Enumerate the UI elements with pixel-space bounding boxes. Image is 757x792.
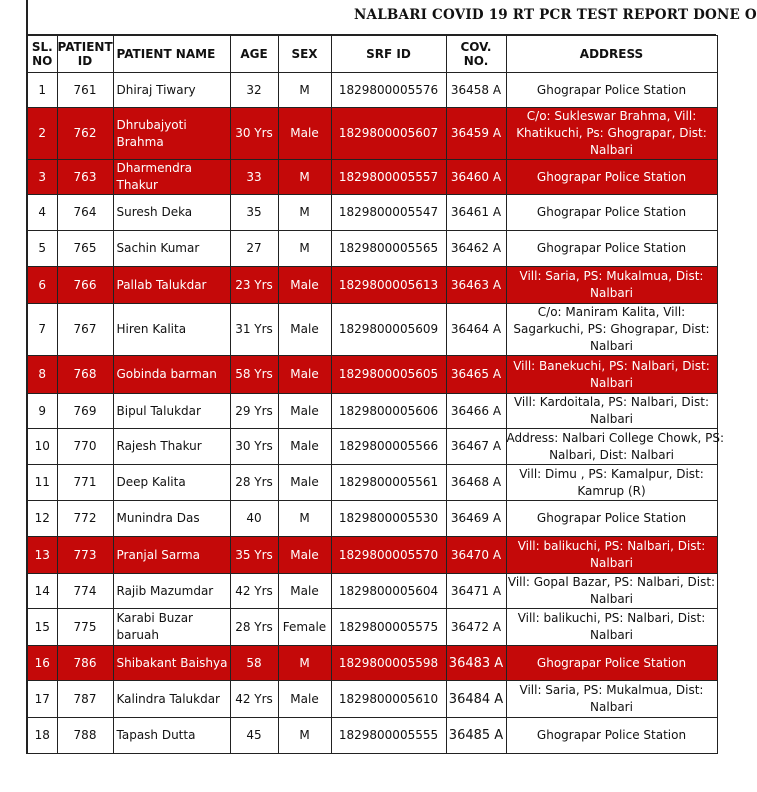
cell-cov-no: 36466 A bbox=[446, 394, 506, 429]
cell-cov-no: 36468 A bbox=[446, 465, 506, 501]
table-row bbox=[27, 646, 717, 681]
cell-patient-id: 787 bbox=[57, 681, 113, 718]
table-row bbox=[27, 681, 717, 718]
cell-sl-no: 8 bbox=[27, 356, 57, 394]
cell-address-line: Nalbari bbox=[590, 339, 633, 353]
cell-age: 35 bbox=[230, 195, 278, 231]
cell-cov-no: 36472 A bbox=[446, 609, 506, 646]
cell-address bbox=[506, 501, 717, 537]
cell-patient-name-line: Rajesh Thakur bbox=[116, 439, 202, 453]
table-row bbox=[27, 304, 717, 356]
cell-srf-id: 1829800005570 bbox=[331, 537, 446, 574]
cell-sex: Male bbox=[278, 356, 331, 394]
cell-patient-name-line: Deep Kalita bbox=[116, 475, 186, 489]
cell-address-line: C/o: Maniram Kalita, Vill: bbox=[537, 305, 686, 319]
cell-sex: M bbox=[278, 195, 331, 231]
cell-patient-name-line: Munindra Das bbox=[116, 511, 200, 525]
cell-patient-name bbox=[113, 501, 230, 537]
cell-cov-no: 36463 A bbox=[446, 267, 506, 304]
cell-patient-name-line: Kalindra Talukdar bbox=[116, 691, 220, 706]
cell-srf-id: 1829800005575 bbox=[331, 609, 446, 646]
cell-patient-id: 767 bbox=[57, 304, 113, 356]
table-row bbox=[27, 718, 717, 754]
cell-sex: Male bbox=[278, 267, 331, 304]
cell-address-line: Vill: balikuchi, PS: Nalbari, Dist: bbox=[517, 611, 706, 625]
cell-address-line: Nalbari bbox=[590, 700, 633, 714]
cell-patient-id: 769 bbox=[57, 394, 113, 429]
cell-address-line: Ghograpar Police Station bbox=[536, 241, 687, 255]
cell-patient-name bbox=[113, 267, 230, 304]
cell-age: 42 Yrs bbox=[230, 574, 278, 609]
table-row bbox=[27, 501, 717, 537]
cell-patient-name bbox=[113, 231, 230, 267]
cell-address-line: Ghograpar Police Station bbox=[536, 205, 687, 219]
cell-address-line: Sagarkuchi, PS: Ghograpar, Dist: bbox=[513, 322, 710, 336]
cell-sl-no: 14 bbox=[27, 574, 57, 609]
cell-age: 32 bbox=[230, 73, 278, 108]
cell-sex: Male bbox=[278, 681, 331, 718]
cell-srf-id: 1829800005598 bbox=[331, 646, 446, 681]
cell-patient-name-line: Dhiraj Tiwary bbox=[116, 82, 196, 97]
cell-sex: Female bbox=[278, 609, 331, 646]
cell-address bbox=[506, 304, 717, 356]
cell-srf-id: 1829800005604 bbox=[331, 574, 446, 609]
cell-address-line: Vill: Banekuchi, PS: Nalbari, Dist: bbox=[513, 358, 710, 373]
cell-srf-id: 1829800005576 bbox=[331, 73, 446, 108]
cell-patient-name-line: Rajib Mazumdar bbox=[116, 583, 214, 598]
column-header-srf-id: SRF ID bbox=[331, 36, 446, 73]
cell-srf-id: 1829800005610 bbox=[331, 681, 446, 718]
cell-patient-name-line: Karabi Buzar bbox=[116, 611, 193, 625]
cell-patient-id: 768 bbox=[57, 356, 113, 394]
cell-address-line: Vill: Saria, PS: Mukalmua, Dist: bbox=[519, 683, 704, 697]
table-row bbox=[27, 465, 717, 501]
cell-sex: M bbox=[278, 646, 331, 681]
table-row bbox=[27, 73, 717, 108]
table-row bbox=[27, 231, 717, 267]
cell-cov-no: 36465 A bbox=[446, 356, 506, 394]
cell-patient-id: 774 bbox=[57, 574, 113, 609]
cell-patient-id: 762 bbox=[57, 108, 113, 160]
cell-cov-no: 36458 A bbox=[446, 73, 506, 108]
column-header-sex: SEX bbox=[278, 36, 331, 73]
cell-address bbox=[506, 356, 717, 394]
cell-sl-no: 7 bbox=[27, 304, 57, 356]
cell-age: 30 Yrs bbox=[230, 108, 278, 160]
cell-patient-id: 765 bbox=[57, 231, 113, 267]
cell-patient-id: 766 bbox=[57, 267, 113, 304]
column-header-patient-id: PATIENT ID bbox=[57, 36, 113, 73]
cell-age: 45 bbox=[230, 718, 278, 754]
table-row bbox=[27, 356, 717, 394]
cell-patient-name-line: Dhrubajyoti bbox=[116, 117, 187, 132]
cell-address bbox=[506, 574, 717, 609]
cell-patient-id: 761 bbox=[57, 73, 113, 108]
cell-address-line: Kamrup (R) bbox=[577, 483, 646, 498]
cell-patient-id: 771 bbox=[57, 465, 113, 501]
cell-sl-no: 1 bbox=[27, 73, 57, 108]
cell-sex: Male bbox=[278, 394, 331, 429]
cell-patient-id: 763 bbox=[57, 160, 113, 195]
cell-cov-no: 36462 A bbox=[446, 231, 506, 267]
cell-srf-id: 1829800005530 bbox=[331, 501, 446, 537]
cell-patient-name-line: Hiren Kalita bbox=[116, 322, 187, 336]
cell-cov-no: 36460 A bbox=[446, 160, 506, 195]
cell-address-line: Vill: balikuchi, PS: Nalbari, Dist: bbox=[517, 539, 706, 553]
cell-patient-id: 772 bbox=[57, 501, 113, 537]
cell-patient-id: 788 bbox=[57, 718, 113, 754]
cell-age: 58 bbox=[230, 646, 278, 681]
cell-sex: M bbox=[278, 231, 331, 267]
column-header-cov-no: COV. NO. bbox=[446, 36, 506, 73]
cell-srf-id: 1829800005566 bbox=[331, 429, 446, 465]
cell-patient-name bbox=[113, 718, 230, 754]
cell-age: 28 Yrs bbox=[230, 465, 278, 501]
cell-address-line: Ghograpar Police Station bbox=[536, 169, 687, 184]
cell-cov-no: 36469 A bbox=[446, 501, 506, 537]
cell-address-line: Nalbari bbox=[590, 412, 633, 426]
cell-srf-id: 1829800005555 bbox=[331, 718, 446, 754]
table-row bbox=[27, 609, 717, 646]
cell-patient-name bbox=[113, 537, 230, 574]
cell-patient-name bbox=[113, 574, 230, 609]
cell-sl-no: 13 bbox=[27, 537, 57, 574]
column-header-age: AGE bbox=[230, 36, 278, 73]
cell-patient-name-line: Shibakant Baishya bbox=[116, 655, 228, 670]
cell-patient-name bbox=[113, 73, 230, 108]
cell-sex: M bbox=[278, 160, 331, 195]
column-header-sl: SL. NO bbox=[27, 36, 57, 73]
cell-address bbox=[506, 465, 717, 501]
cell-sl-no: 2 bbox=[27, 108, 57, 160]
cell-patient-name-line: Pallab Talukdar bbox=[116, 277, 207, 292]
table-row bbox=[27, 574, 717, 609]
cell-srf-id: 1829800005607 bbox=[331, 108, 446, 160]
cell-sl-no: 16 bbox=[27, 646, 57, 681]
cell-address-line: Nalbari bbox=[590, 628, 633, 642]
cell-age: 33 bbox=[230, 160, 278, 195]
table-row bbox=[27, 267, 717, 304]
cell-address bbox=[506, 195, 717, 231]
cell-patient-name bbox=[113, 304, 230, 356]
table-row bbox=[27, 108, 717, 160]
table-header-row bbox=[27, 36, 717, 73]
cell-sex: M bbox=[278, 718, 331, 754]
column-header-patient-name: PATIENT NAME bbox=[113, 36, 230, 73]
cell-cov-no: 36461 A bbox=[446, 195, 506, 231]
cell-patient-name bbox=[113, 108, 230, 160]
table-row bbox=[27, 537, 717, 574]
cell-patient-name-line: Sachin Kumar bbox=[116, 241, 200, 255]
cell-sex: Male bbox=[278, 304, 331, 356]
cell-sex: Male bbox=[278, 574, 331, 609]
cell-patient-name-line: Tapash Dutta bbox=[116, 728, 196, 742]
cell-patient-name bbox=[113, 465, 230, 501]
cell-srf-id: 1829800005557 bbox=[331, 160, 446, 195]
cell-address-line: Nalbari, Dist: Nalbari bbox=[549, 447, 674, 462]
cell-cov-no: 36484 A bbox=[446, 681, 506, 718]
cell-sl-no: 6 bbox=[27, 267, 57, 304]
table-row bbox=[27, 429, 717, 465]
cell-address-line: Vill: Dimu , PS: Kamalpur, Dist: bbox=[519, 466, 704, 481]
cell-cov-no: 36467 A bbox=[446, 429, 506, 465]
cell-sl-no: 11 bbox=[27, 465, 57, 501]
cell-address-line: Khatikuchi, Ps: Ghograpar, Dist: bbox=[516, 126, 707, 140]
cell-srf-id: 1829800005565 bbox=[331, 231, 446, 267]
cell-patient-name bbox=[113, 646, 230, 681]
cell-age: 42 Yrs bbox=[230, 681, 278, 718]
cell-address-line: Nalbari bbox=[590, 592, 633, 606]
cell-address bbox=[506, 646, 717, 681]
cell-address-line: Nalbari bbox=[590, 286, 633, 300]
column-header-address: ADDRESS bbox=[506, 36, 717, 73]
report-title: NALBARI COVID 19 RT PCR TEST REPORT DONE O bbox=[354, 7, 757, 23]
cell-cov-no: 36485 A bbox=[446, 718, 506, 754]
table-row bbox=[27, 195, 717, 231]
cell-cov-no: 36464 A bbox=[446, 304, 506, 356]
cell-patient-id: 786 bbox=[57, 646, 113, 681]
cell-age: 28 Yrs bbox=[230, 609, 278, 646]
cell-address-line: Vill: Gopal Bazar, PS: Nalbari, Dist: bbox=[507, 575, 716, 589]
cell-patient-name-line: baruah bbox=[116, 628, 159, 642]
cell-age: 27 bbox=[230, 231, 278, 267]
report-sheet bbox=[26, 0, 757, 754]
cell-address-line: Vill: Saria, PS: Mukalmua, Dist: bbox=[519, 269, 704, 283]
cell-address-line: Ghograpar Police Station bbox=[536, 728, 687, 742]
cell-age: 31 Yrs bbox=[230, 304, 278, 356]
cell-age: 35 Yrs bbox=[230, 537, 278, 574]
cell-srf-id: 1829800005605 bbox=[331, 356, 446, 394]
cell-patient-name-line: Thakur bbox=[116, 178, 158, 192]
cell-age: 30 Yrs bbox=[230, 429, 278, 465]
cell-patient-name bbox=[113, 394, 230, 429]
cell-age: 29 Yrs bbox=[230, 394, 278, 429]
cell-sex: Male bbox=[278, 537, 331, 574]
cell-address-line: Vill: Kardoitala, PS: Nalbari, Dist: bbox=[513, 395, 710, 409]
cell-age: 23 Yrs bbox=[230, 267, 278, 304]
cell-patient-name-line: Brahma bbox=[116, 134, 164, 149]
cell-sex: Male bbox=[278, 429, 331, 465]
cell-patient-name bbox=[113, 195, 230, 231]
cell-sex: M bbox=[278, 501, 331, 537]
cell-patient-id: 770 bbox=[57, 429, 113, 465]
cell-cov-no: 36470 A bbox=[446, 537, 506, 574]
cell-patient-id: 764 bbox=[57, 195, 113, 231]
cell-address bbox=[506, 394, 717, 429]
cell-patient-id: 775 bbox=[57, 609, 113, 646]
cell-patient-name bbox=[113, 609, 230, 646]
cell-address bbox=[506, 429, 725, 465]
table-row bbox=[27, 160, 717, 195]
cell-patient-name-line: Bipul Talukdar bbox=[116, 403, 201, 418]
cell-sex: Male bbox=[278, 465, 331, 501]
cell-cov-no: 36471 A bbox=[446, 574, 506, 609]
cell-sex: Male bbox=[278, 108, 331, 160]
cell-patient-name-line: Pranjal Sarma bbox=[116, 547, 200, 562]
cell-patient-name bbox=[113, 160, 230, 195]
cell-srf-id: 1829800005613 bbox=[331, 267, 446, 304]
cell-address bbox=[506, 160, 717, 195]
cell-address-line: Ghograpar Police Station bbox=[536, 655, 687, 670]
cell-sl-no: 4 bbox=[27, 195, 57, 231]
cell-address bbox=[506, 108, 717, 160]
cell-sl-no: 5 bbox=[27, 231, 57, 267]
cell-address-line: Ghograpar Police Station bbox=[536, 511, 687, 525]
cell-sex: M bbox=[278, 73, 331, 108]
cell-address-line: Nalbari bbox=[590, 556, 633, 570]
cell-address-line: Nalbari bbox=[590, 375, 633, 390]
cell-srf-id: 1829800005609 bbox=[331, 304, 446, 356]
cell-address bbox=[506, 718, 717, 754]
cell-patient-id: 773 bbox=[57, 537, 113, 574]
cell-sl-no: 15 bbox=[27, 609, 57, 646]
table-row bbox=[27, 394, 717, 429]
cell-sl-no: 3 bbox=[27, 160, 57, 195]
cell-age: 58 Yrs bbox=[230, 356, 278, 394]
cell-srf-id: 1829800005606 bbox=[331, 394, 446, 429]
cell-address-line: Nalbari bbox=[590, 143, 633, 157]
cell-address-line: Ghograpar Police Station bbox=[536, 82, 687, 97]
cell-sl-no: 9 bbox=[27, 394, 57, 429]
patient-table bbox=[26, 35, 725, 754]
cell-srf-id: 1829800005561 bbox=[331, 465, 446, 501]
cell-patient-name bbox=[113, 429, 230, 465]
cell-sl-no: 10 bbox=[27, 429, 57, 465]
cell-patient-name bbox=[113, 356, 230, 394]
cell-age: 40 bbox=[230, 501, 278, 537]
cell-address-line: C/o: Sukleswar Brahma, Vill: bbox=[526, 109, 697, 123]
cell-address bbox=[506, 231, 717, 267]
cell-cov-no: 36459 A bbox=[446, 108, 506, 160]
cell-patient-name-line: Gobinda barman bbox=[116, 367, 217, 381]
cell-patient-name-line: Dharmendra bbox=[116, 161, 193, 175]
cell-sl-no: 18 bbox=[27, 718, 57, 754]
cell-patient-name bbox=[113, 681, 230, 718]
cell-srf-id: 1829800005547 bbox=[331, 195, 446, 231]
title-bar bbox=[26, 0, 757, 35]
cell-patient-name-line: Suresh Deka bbox=[116, 205, 193, 219]
cell-address bbox=[506, 73, 717, 108]
cell-address bbox=[506, 267, 717, 304]
cell-sl-no: 17 bbox=[27, 681, 57, 718]
cell-address-line: Address: Nalbari College Chowk, PS: bbox=[506, 430, 725, 445]
cell-sl-no: 12 bbox=[27, 501, 57, 537]
cell-cov-no: 36483 A bbox=[446, 646, 506, 681]
cell-address bbox=[506, 609, 717, 646]
cell-address bbox=[506, 681, 717, 718]
cell-address bbox=[506, 537, 717, 574]
